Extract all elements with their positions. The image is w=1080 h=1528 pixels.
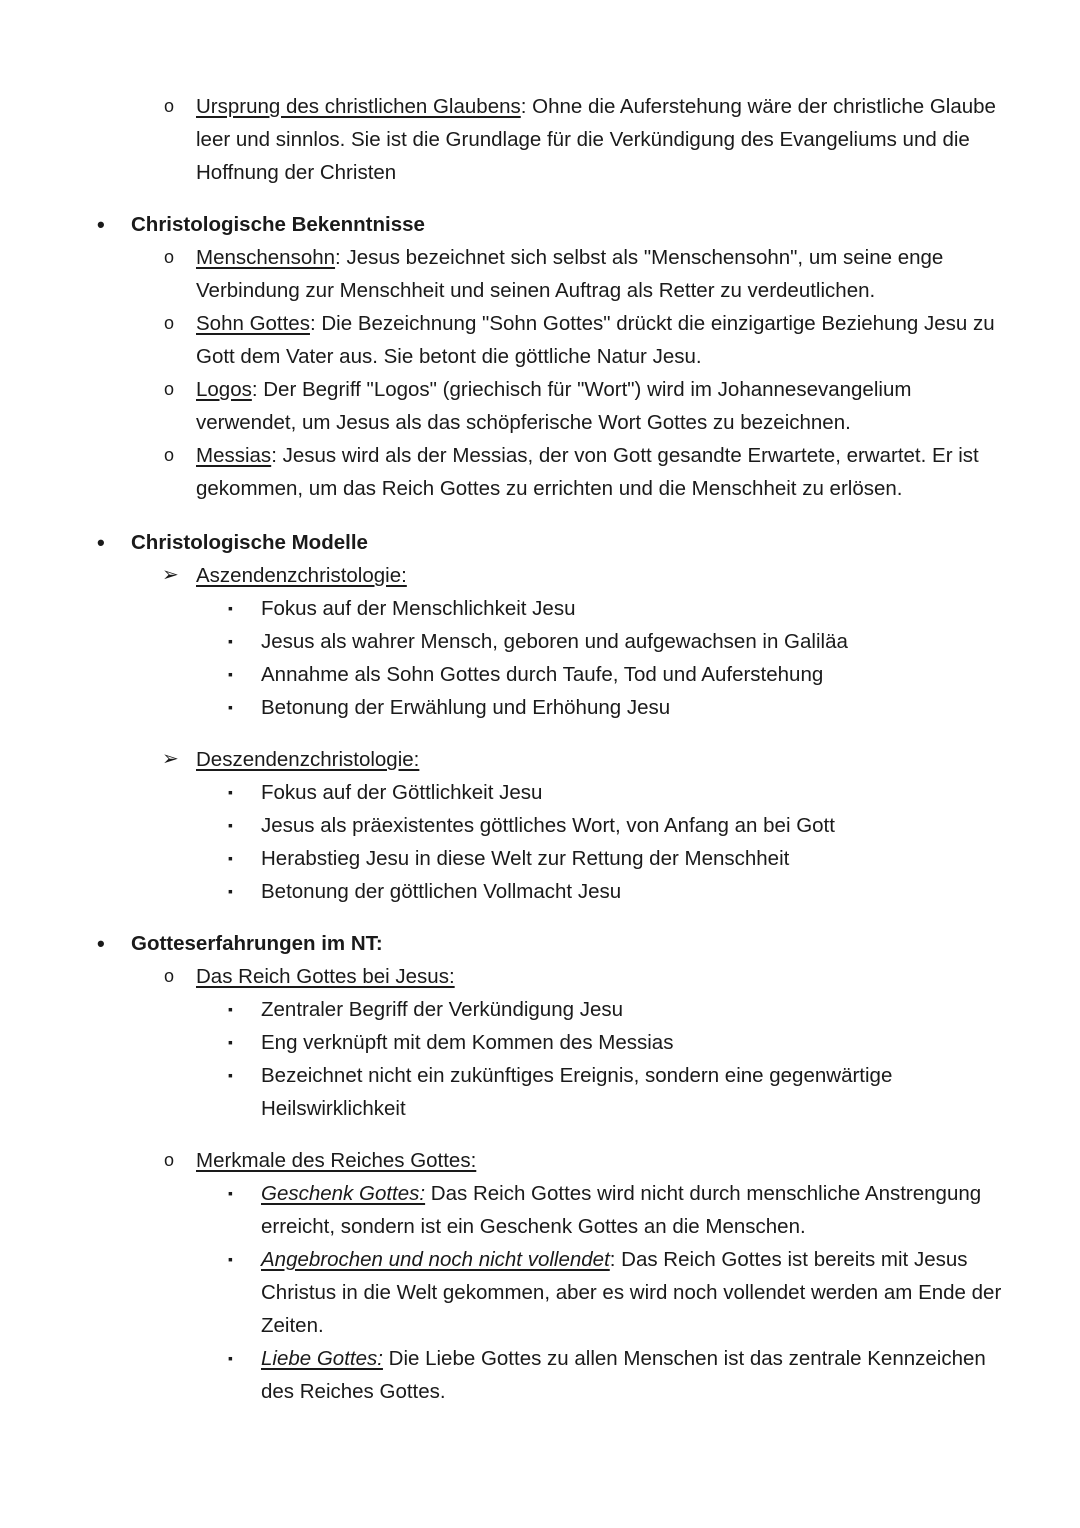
- item-text: Betonung der göttlichen Vollmacht Jesu: [261, 880, 622, 903]
- square-bullet-icon: ▪: [228, 666, 233, 682]
- list-item-messias: [0, 439, 1080, 505]
- list-item: [0, 658, 1080, 691]
- section-heading-modelle: [0, 526, 1080, 559]
- circle-bullet-icon: o: [164, 445, 175, 465]
- item-text: : Jesus wird als der Messias, der von Gott gesandte Erwartete, erwartet. Er ist gekommen, um das Reich Gottes zu errichten und die Menschheit zu erlösen.: [196, 444, 979, 500]
- list-item: [0, 691, 1080, 724]
- circle-bullet-icon: o: [164, 966, 175, 986]
- item-term: Liebe Gottes:: [261, 1347, 383, 1370]
- list-item: [0, 809, 1080, 842]
- circle-bullet-icon: o: [164, 247, 175, 267]
- circle-bullet-icon: o: [164, 1150, 175, 1170]
- item-text: : Ohne die Auferstehung wäre der christliche Glaube leer und sinnlos. Sie ist die Grundlage für die Verkündigung des Evangeliums und die Hoffnung der Christen: [196, 95, 996, 184]
- heading-text: Gotteserfahrungen im NT:: [131, 932, 383, 955]
- subsection-title: Merkmale des Reiches Gottes:: [196, 1149, 477, 1172]
- square-bullet-icon: ▪: [228, 1350, 233, 1366]
- square-bullet-icon: ▪: [228, 1067, 233, 1083]
- subsection-aszendenz: [0, 559, 1080, 592]
- item-text: Betonung der Erwählung und Erhöhung Jesu: [261, 696, 671, 719]
- heading-text: Christologische Modelle: [131, 531, 368, 554]
- item-text: Annahme als Sohn Gottes durch Taufe, Tod und Auferstehung: [261, 663, 824, 686]
- subsection-title: Das Reich Gottes bei Jesus:: [196, 965, 455, 988]
- item-text: Jesus als wahrer Mensch, geboren und aufgewachsen in Galiläa: [261, 630, 848, 653]
- subsection-reich-gottes: [0, 960, 1080, 993]
- document-page: [0, 90, 1080, 1408]
- item-term: Ursprung des christlichen Glaubens: [196, 95, 521, 118]
- list-item: [0, 625, 1080, 658]
- item-text: Fokus auf der Göttlichkeit Jesu: [261, 781, 543, 804]
- list-item: [0, 1059, 1080, 1125]
- item-term: Menschensohn: [196, 246, 336, 269]
- item-term: Geschenk Gottes:: [261, 1182, 426, 1205]
- square-bullet-icon: ▪: [228, 784, 233, 800]
- bullet-icon: •: [97, 530, 105, 555]
- section-heading-bekenntnisse: [0, 208, 1080, 241]
- item-text: : Jesus bezeichnet sich selbst als "Menschensohn", um seine enge Verbindung zur Menschheit und seinen Auftrag als Retter zu verdeutlichen.: [196, 246, 944, 302]
- item-text: : Das Reich Gottes ist bereits mit Jesus Christus in die Welt gekommen, aber es wird noch vollendet werden am Ende der Zeiten.: [261, 1248, 1002, 1337]
- list-item: [0, 842, 1080, 875]
- heading-text: Christologische Bekenntnisse: [131, 213, 425, 236]
- subsection-title: Aszendenzchristologie:: [196, 564, 407, 587]
- list-item: [0, 1026, 1080, 1059]
- item-term: Logos: [196, 378, 252, 401]
- item-text: Das Reich Gottes wird nicht durch menschliche Anstrengung erreicht, sondern ist ein Geschenk Gottes an die Menschen.: [261, 1182, 982, 1238]
- circle-bullet-icon: o: [164, 96, 175, 116]
- item-text: : Der Begriff "Logos" (griechisch für "Wort") wird im Johannesevangelium verwendet, um Jesus als das schöpferische Wort Gottes zu bezeichnen.: [196, 378, 912, 434]
- item-term: Angebrochen und noch nicht vollendet: [261, 1248, 610, 1271]
- list-item-geschenk-gottes: [0, 1177, 1080, 1243]
- bullet-icon: •: [97, 931, 105, 956]
- square-bullet-icon: ▪: [228, 1185, 233, 1201]
- square-bullet-icon: ▪: [228, 1001, 233, 1017]
- subsection-title: Deszendenzchristologie:: [196, 748, 420, 771]
- list-item: [0, 993, 1080, 1026]
- section-heading-gotteserfahrungen: [0, 927, 1080, 960]
- list-item-angebrochen: [0, 1243, 1080, 1342]
- bullet-icon: •: [97, 212, 105, 237]
- list-item: [0, 592, 1080, 625]
- item-text: Herabstieg Jesu in diese Welt zur Rettung der Menschheit: [261, 847, 790, 870]
- circle-bullet-icon: o: [164, 313, 175, 333]
- square-bullet-icon: ▪: [228, 633, 233, 649]
- square-bullet-icon: ▪: [228, 1034, 233, 1050]
- list-item-menschensohn: [0, 241, 1080, 307]
- subsection-deszendenz: [0, 743, 1080, 776]
- item-term: Messias: [196, 444, 272, 467]
- arrow-bullet-icon: ➢: [162, 564, 179, 586]
- list-item-sohn-gottes: [0, 307, 1080, 373]
- square-bullet-icon: ▪: [228, 600, 233, 616]
- square-bullet-icon: ▪: [228, 1251, 233, 1267]
- item-text: Eng verknüpft mit dem Kommen des Messias: [261, 1031, 674, 1054]
- item-text: Jesus als präexistentes göttliches Wort, von Anfang an bei Gott: [261, 814, 835, 837]
- item-text: Zentraler Begriff der Verkündigung Jesu: [261, 998, 624, 1021]
- square-bullet-icon: ▪: [228, 850, 233, 866]
- arrow-bullet-icon: ➢: [162, 748, 179, 770]
- item-term: Sohn Gottes: [196, 312, 310, 335]
- item-text: : Die Bezeichnung "Sohn Gottes" drückt die einzigartige Beziehung Jesu zu Gott dem Vater aus. Sie betont die göttliche Natur Jesu.: [196, 312, 995, 368]
- item-text: Bezeichnet nicht ein zukünftiges Ereignis, sondern eine gegenwärtige Heilswirklichkeit: [261, 1064, 893, 1120]
- subsection-merkmale: [0, 1144, 1080, 1177]
- item-text: Die Liebe Gottes zu allen Menschen ist das zentrale Kennzeichen des Reiches Gottes.: [261, 1347, 986, 1403]
- square-bullet-icon: ▪: [228, 699, 233, 715]
- square-bullet-icon: ▪: [228, 817, 233, 833]
- list-item-logos: [0, 373, 1080, 439]
- list-item-ursprung: [0, 90, 1080, 189]
- item-text: Fokus auf der Menschlichkeit Jesu: [261, 597, 576, 620]
- circle-bullet-icon: o: [164, 379, 175, 399]
- list-item: [0, 875, 1080, 908]
- list-item-liebe-gottes: [0, 1342, 1080, 1408]
- square-bullet-icon: ▪: [228, 883, 233, 899]
- list-item: [0, 776, 1080, 809]
